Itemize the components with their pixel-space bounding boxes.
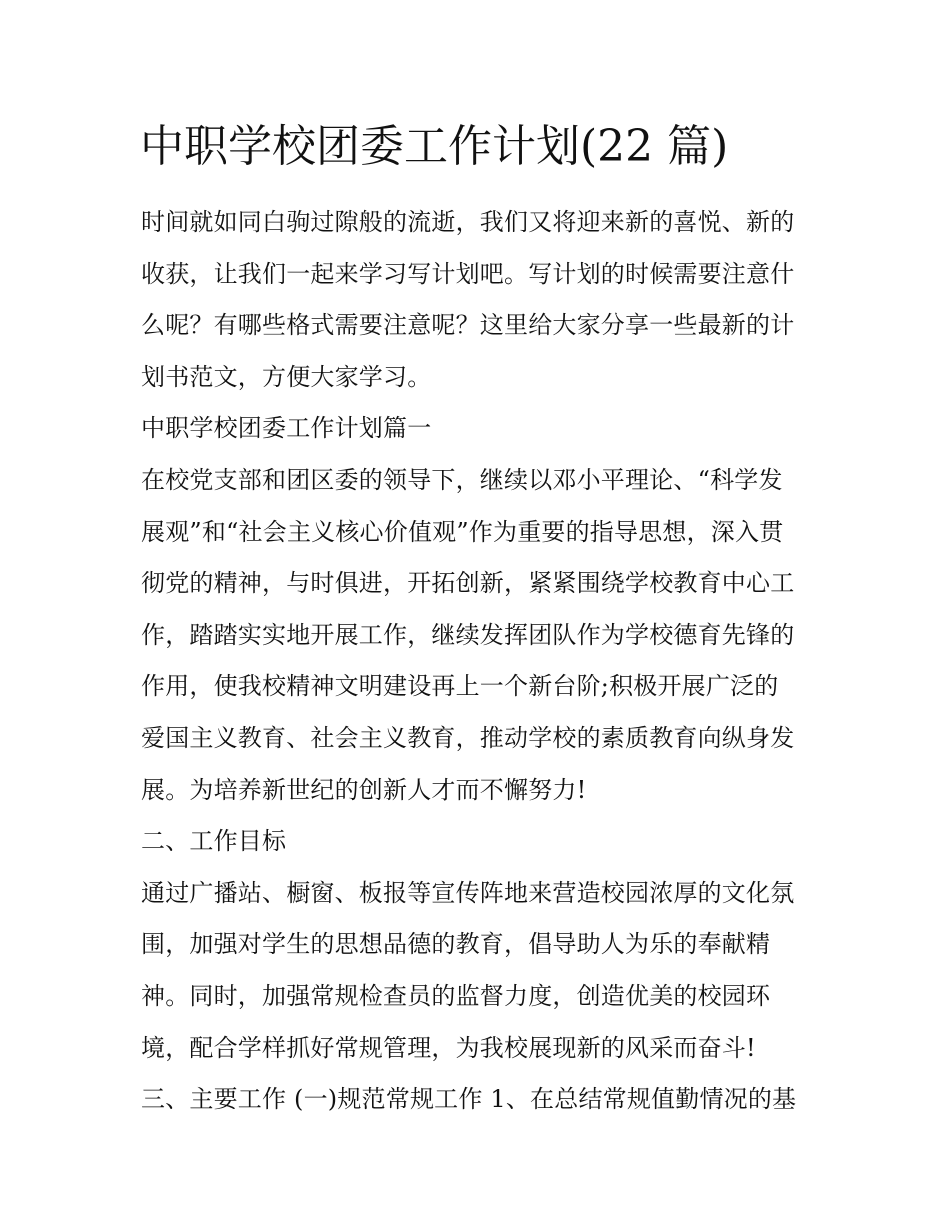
paragraph-line: 爱国主义教育、社会主义教育，推动学校的素质教育向纵身发	[141, 723, 795, 752]
paragraph-line: 通过广播站、橱窗、板报等宣传阵地来营造校园浓厚的文化氛	[141, 878, 795, 907]
section-heading: 中职学校团委工作计划篇一	[141, 414, 432, 443]
paragraph-line: 神。同时，加强常规检查员的监督力度，创造优美的校园环	[141, 981, 771, 1010]
paragraph-line: 展观”和“社会主义核心价值观”作为重要的指导思想，深入贯	[141, 517, 784, 546]
document-title: 中职学校团委工作计划(22 篇)	[140, 121, 729, 172]
paragraph-line: 围，加强对学生的思想品德的教育，倡导助人为乐的奉献精	[141, 930, 771, 959]
paragraph-line: 作用，使我校精神文明建设再上一个新台阶;积极开展广泛的	[141, 672, 779, 701]
paragraph-line: 时间就如同白驹过隙般的流逝，我们又将迎来新的喜悦、新的	[141, 208, 795, 236]
paragraph-line: 三、主要工作 (一)规范常规工作 1、在总结常规值勤情况的基	[141, 1085, 797, 1114]
paragraph-line: 划书范文，方便大家学习。	[141, 362, 432, 391]
paragraph-line: 彻党的精神，与时俱进，开拓创新，紧紧围绕学校教育中心工	[141, 569, 795, 598]
document-body	[141, 197, 816, 1126]
paragraph-line: 在校党支部和团区委的领导下，继续以邓小平理论、“科学发	[141, 465, 783, 494]
paragraph-line: 收获，让我们一起来学习写计划吧。写计划的时候需要注意什	[141, 259, 795, 288]
paragraph-line: 展。为培养新世纪的创新人才而不懈努力!	[141, 775, 587, 804]
paragraph-line: 境，配合学样抓好常规管理，为我校展现新的风采而奋斗!	[141, 1033, 756, 1062]
paragraph-line: 么呢？有哪些格式需要注意呢？这里给大家分享一些最新的计	[141, 311, 795, 340]
section-heading: 二、工作目标	[141, 827, 287, 856]
paragraph-line: 作，踏踏实实地开展工作，继续发挥团队作为学校德育先锋的	[141, 620, 795, 649]
